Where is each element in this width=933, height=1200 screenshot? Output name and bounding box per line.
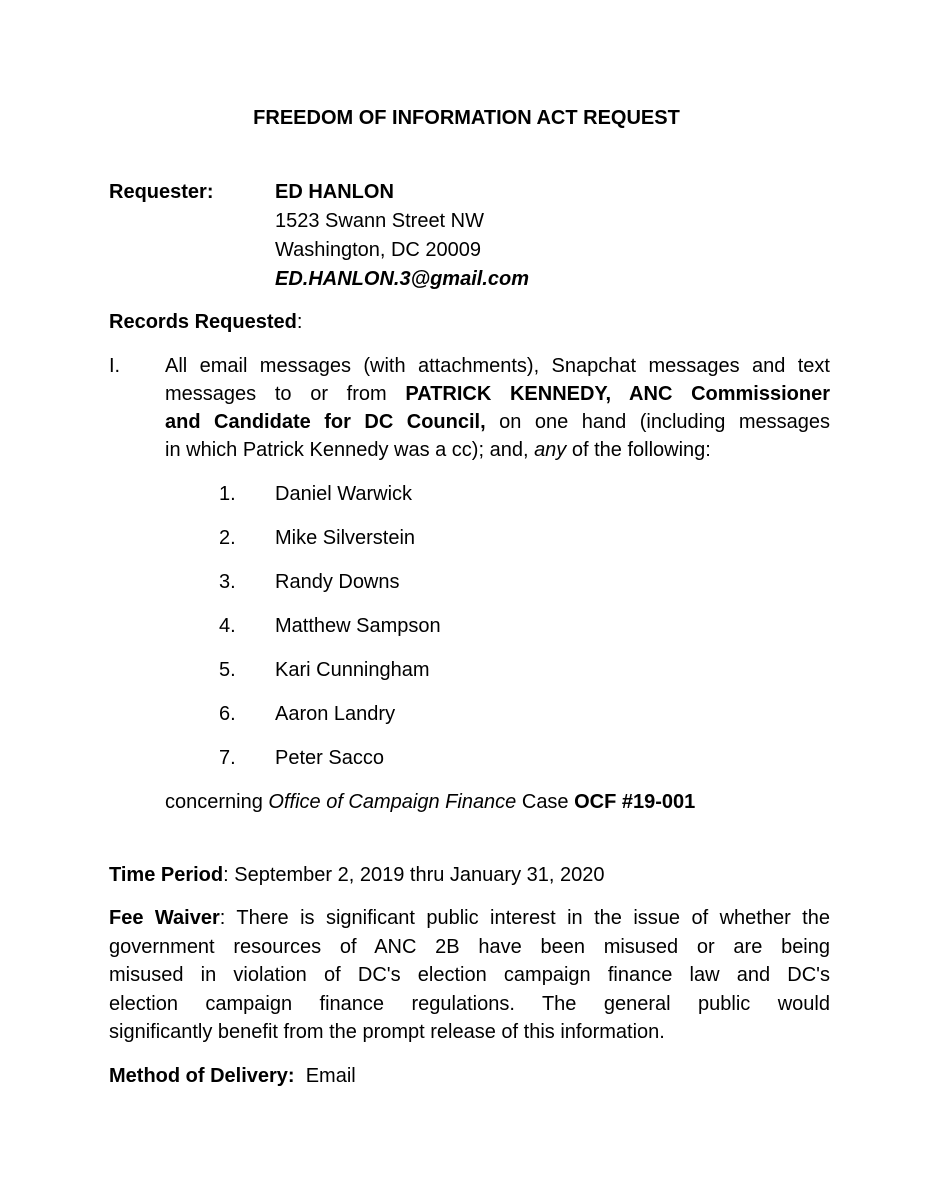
fee-waiver-line-2: government resources of ANC 2B have been misused or are being [109, 935, 830, 958]
records-line-2-text: messages to or from [165, 383, 406, 405]
fee-waiver-label: Fee Waiver [109, 907, 220, 929]
concerning-line [165, 788, 695, 816]
list-item-number: 6. [219, 703, 236, 725]
list-item-name: Aaron Landry [275, 703, 396, 725]
list-item-name: Matthew Sampson [275, 615, 441, 637]
fee-waiver-line-4: election campaign finance regulations. The general public would [109, 992, 830, 1015]
list-item [0, 524, 933, 552]
concerning-agency: Office of Campaign Finance [268, 791, 517, 813]
requester-label: Requester: [109, 181, 214, 203]
delivery-value: Email [305, 1065, 356, 1087]
list-item [0, 568, 933, 596]
list-item-name: Mike Silverstein [275, 527, 416, 549]
requester-street: 1523 Swann Street NW [275, 210, 484, 232]
records-line-3 [165, 408, 830, 436]
fee-waiver-line-1 [109, 904, 830, 933]
concerning-case-number: OCF #19-001 [574, 791, 696, 813]
list-item-number: 7. [219, 747, 236, 769]
time-period-label: Time Period [109, 864, 224, 886]
records-line-4-text: in which Patrick Kennedy was a cc); and, [165, 439, 535, 461]
records-requested-colon: : [296, 311, 303, 333]
delivery-spacer [295, 1065, 306, 1087]
list-item-number: 1. [219, 483, 236, 505]
time-period-value: : September 2, 2019 thru January 31, 2020 [223, 864, 605, 886]
fee-waiver-line-5: significantly benefit from the prompt release of this information. [109, 1021, 665, 1044]
records-paragraph [165, 352, 830, 464]
list-item [0, 744, 933, 772]
document-title: FREEDOM OF INFORMATION ACT REQUEST [253, 107, 680, 129]
records-requested-heading [109, 308, 302, 336]
time-period-line [109, 861, 605, 889]
list-item-number: 3. [219, 571, 236, 593]
concerning-text: concerning [165, 791, 269, 813]
records-line-4-end: of the following: [566, 439, 711, 461]
requester-email: ED.HANLON.3@gmail.com [275, 268, 529, 290]
records-line-1: All email messages (with attachments), Snapchat messages and text [165, 355, 830, 377]
list-item-name: Peter Sacco [275, 747, 384, 769]
records-line-4-italic: any [534, 439, 567, 461]
list-item-name: Randy Downs [275, 571, 400, 593]
requester-block [275, 178, 529, 294]
fee-waiver-line-3: misused in violation of DC's election campaign finance law and DC's [109, 964, 830, 987]
concerning-case-word: Case [516, 791, 575, 813]
list-item [0, 700, 933, 728]
list-item-number: 2. [219, 527, 236, 549]
fee-waiver-paragraph [109, 904, 830, 1047]
list-item [0, 480, 933, 508]
requester-city: Washington, DC 20009 [275, 239, 482, 261]
records-line-3-bold: and Candidate for DC Council, [165, 411, 486, 433]
requester-name: ED HANLON [275, 181, 394, 203]
records-line-2-bold: PATRICK KENNEDY, ANC Commissioner [405, 383, 831, 405]
list-item-number: 4. [219, 615, 236, 637]
records-requested-label: Records Requested [109, 311, 297, 333]
records-line-2 [165, 380, 830, 408]
list-item-name: Daniel Warwick [275, 483, 413, 505]
list-item [0, 612, 933, 640]
list-item-name: Kari Cunningham [275, 659, 430, 681]
list-item [0, 656, 933, 684]
records-line-3-text: on one hand (including messages [485, 411, 830, 433]
records-line-4 [165, 436, 830, 464]
records-item-marker: I. [109, 355, 121, 377]
delivery-line [109, 1062, 356, 1090]
fee-waiver-line-1-text: : There is significant public interest in the issue of whether the [219, 907, 830, 929]
list-item-number: 5. [219, 659, 236, 681]
delivery-label: Method of Delivery: [109, 1065, 295, 1087]
